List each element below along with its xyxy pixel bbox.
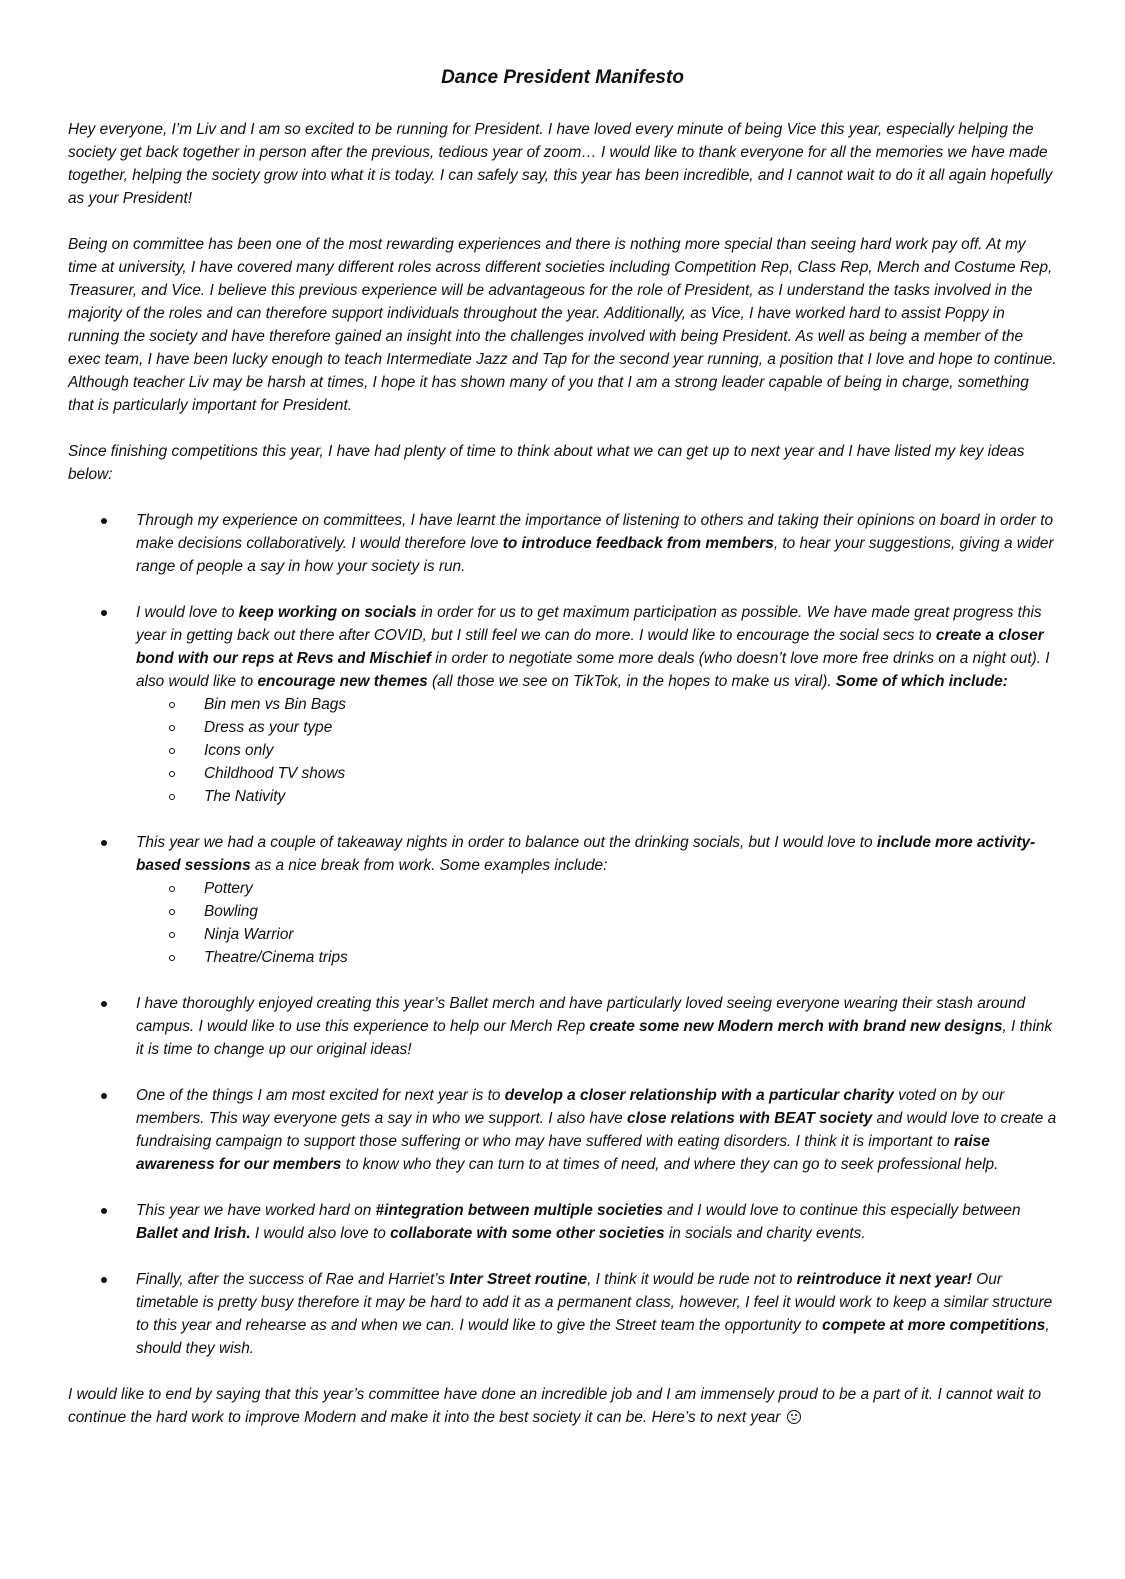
idea-text: , should they wish. [136,1317,1050,1357]
intro-paragraph-3: Since finishing competitions this year, I have had plenty of time to think about what we can get up to next year and I have listed my key ideas below: [68,443,1025,483]
circle-bullet-icon [169,955,175,961]
closing-paragraph [68,1383,1058,1429]
idea-text: I have thoroughly enjoyed creating this year’s Ballet merch and have particularly loved seeing everyone wearing their stash around campus. I would like to use this experience to help our Merch Rep [136,995,1026,1035]
bullet-icon [101,610,107,616]
themes-sublist [136,693,1058,808]
circle-bullet-icon [169,909,175,915]
idea-highlight: develop a closer relationship with a particular charity [504,1087,894,1104]
idea-highlight: include more activity-based sessions [136,834,1036,874]
idea-text: I would also love to [250,1225,391,1242]
idea-highlight: raise awareness for our members [136,1133,990,1173]
idea-text: in socials and charity events. [664,1225,866,1242]
sublist-item-label: Theatre/Cinema trips [204,949,348,966]
sublist-item [136,716,1058,739]
idea-text: , I think it would be rude not to [587,1271,797,1288]
idea-charity [68,1084,1058,1176]
intro-paragraph-1: Hey everyone, I’m Liv and I am so excited to be running for President. I have loved every minute of being Vice this year, especially helping the society get back together in person after the previous, tedious year of zoom… I would like to thank everyone for all the memories we have made together, helping the society grow into what it is today. I can safely say, this year has been incredible, and I cannot wait to do it all again hopefully as your President! [68,121,1053,207]
idea-text: and would love to create a fundraising campaign to support those suffering or who may have suffered with eating disorders. I think it is important to [136,1110,1057,1150]
circle-bullet-icon [169,794,175,800]
idea-highlight: #integration between multiple societies [375,1202,663,1219]
idea-highlight: Ballet and Irish. [136,1225,251,1242]
sublist-item [136,762,1058,785]
idea-text: voted on by our members. This way everyone gets a say in who we support. I also have [136,1087,1005,1127]
idea-highlight: encourage new themes [257,673,428,690]
sublist-item-label: Bin men vs Bin Bags [204,696,347,713]
sublist-item-label: Icons only [204,742,274,759]
bullet-icon [101,518,107,524]
circle-bullet-icon [169,702,175,708]
circle-bullet-icon [169,725,175,731]
idea-text: I would love to [136,604,239,621]
idea-highlight: close relations with BEAT society [627,1110,873,1127]
sublist-item-label: Bowling [204,903,258,920]
smiley-face-icon [787,1410,801,1424]
idea-activities [68,831,1058,969]
sublist-item-label: Ninja Warrior [204,926,294,943]
sublist-item [136,946,1058,969]
sublist-item [136,693,1058,716]
idea-text: and I would love to continue this especially between [662,1202,1021,1219]
bullet-icon [101,840,107,846]
idea-text: , to hear your suggestions, giving a wider range of people a say in how your society is run. [136,535,1054,575]
idea-highlight: reintroduce it next year! [796,1271,973,1288]
idea-text: This year we had a couple of takeaway nights in order to balance out the drinking socials, but I would love to [136,834,877,851]
document-body [68,118,1058,1452]
sublist-item-label: Pottery [204,880,253,897]
idea-text: (all those we see on TikTok, in the hopes to make us viral). [427,673,836,690]
idea-text: Our timetable is pretty busy therefore it may be hard to add it as a permanent class, however, I feel it would work to keep a similar structure to this year and rehearse as and when we can. I would like to give the Street team the opportunity to [136,1271,1053,1334]
bullet-icon [101,1093,107,1099]
idea-text: One of the things I am most excited for next year is to [136,1087,505,1104]
sublist-item [136,900,1058,923]
idea-highlight: Inter Street routine [449,1271,588,1288]
sublist-item [136,739,1058,762]
idea-text: Finally, after the success of Rae and Harriet’s [136,1271,450,1288]
sublist-item [136,785,1058,808]
idea-text: in order for us to get maximum participation as possible. We have made great progress this year in getting back out there after COVID, but I still feel we can do more. I would like to encourage the social secs to [136,604,1042,644]
bullet-icon [101,1001,107,1007]
document-title: Dance President Manifesto [441,67,684,88]
idea-text: This year we have worked hard on [136,1202,376,1219]
activities-sublist [136,877,1058,969]
idea-feedback [68,509,1058,578]
idea-highlight: compete at more competitions [822,1317,1046,1334]
ideas-list [68,509,1058,1360]
idea-text: , I think it is time to change up our original ideas! [136,1018,1053,1058]
idea-text: Through my experience on committees, I have learnt the importance of listening to others and taking their opinions on board in order to make decisions collaboratively. I would therefore love [136,512,1054,552]
sublist-item [136,877,1058,900]
idea-text: in order to negotiate some more deals (who doesn’t love more free drinks on a night out). I also would like to [136,650,1050,690]
idea-merch [68,992,1058,1061]
intro-paragraph-2: Being on committee has been one of the most rewarding experiences and there is nothing more special than seeing hard work pay off. At my time at university, I have covered many different roles across different societies including Competition Rep, Class Rep, Merch and Costume Rep, Treasurer, and Vice. I believe this previous experience will be advantageous for the role of President, as I understand the tasks involved in the majority of the roles and can therefore support individuals throughout the year. Additionally, as Vice, I have worked hard to assist Poppy in running the society and have therefore gained an insight into the challenges involved with being President. As well as being a member of the exec team, I have been lucky enough to teach Intermediate Jazz and Tap for the second year running, a position that I love and hope to continue. Although teacher Liv may be harsh at times, I hope it has shown many of you that I am a strong leader capable of being in charge, something that is particularly important for President. [68,236,1057,414]
idea-highlight: create some new Modern merch with brand new designs [589,1018,1003,1035]
sublist-item [136,923,1058,946]
circle-bullet-icon [169,886,175,892]
idea-socials [68,601,1058,808]
sublist-item-label: The Nativity [204,788,286,805]
circle-bullet-icon [169,748,175,754]
closing-text: I would like to end by saying that this year’s committee have done an incredible job and I am immensely proud to be a part of it. I cannot wait to continue the hard work to improve Modern and make it into the best society it can be. Here’s to next year [68,1386,1041,1426]
idea-highlight: collaborate with some other societies [390,1225,665,1242]
idea-text: to know who they can turn to at times of need, and where they can go to seek professional help. [341,1156,999,1173]
idea-integration [68,1199,1058,1245]
idea-highlight: Some of which include: [835,673,1008,690]
sublist-item-label: Dress as your type [204,719,333,736]
idea-highlight: keep working on socials [238,604,417,621]
idea-text: as a nice break from work. Some examples include: [250,857,608,874]
bullet-icon [101,1277,107,1283]
idea-highlight: create a closer bond with our reps at Revs and Mischief [136,627,1044,667]
bullet-icon [101,1208,107,1214]
circle-bullet-icon [169,771,175,777]
idea-street-routine [68,1268,1058,1360]
sublist-item-label: Childhood TV shows [204,765,346,782]
idea-highlight: to introduce feedback from members [502,535,774,552]
circle-bullet-icon [169,932,175,938]
